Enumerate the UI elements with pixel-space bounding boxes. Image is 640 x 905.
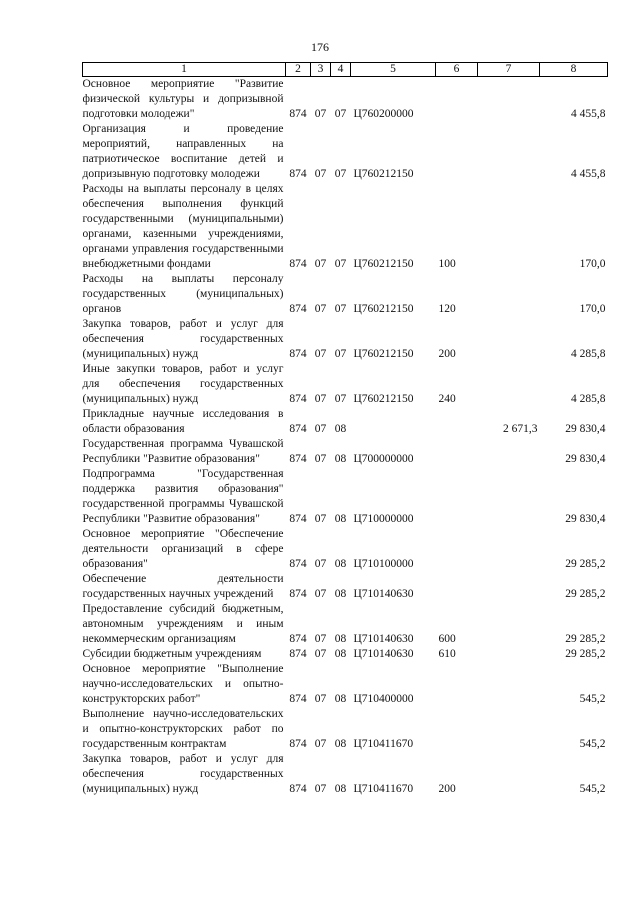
row-section: 07 (314, 108, 327, 120)
table-row (83, 752, 608, 797)
column-header: 7 (478, 63, 540, 77)
row-amount: 29 285,2 (565, 588, 606, 600)
row-subsection: 07 (334, 108, 347, 120)
row-description: Основное мероприятие "Обеспечение деятельности организаций в сфере образования" (82, 528, 284, 570)
row-amount: 4 285,8 (571, 393, 606, 405)
row-target-article: Ц700000000 (353, 453, 414, 465)
row-admin-code: 874 (289, 558, 307, 570)
row-target-article: Ц760212150 (353, 393, 414, 405)
row-target-article: Ц710140630 (353, 588, 414, 600)
row-expense-type (436, 122, 478, 182)
row-subsection: 08 (334, 423, 347, 435)
table-row (83, 707, 608, 752)
budget-table (82, 62, 608, 797)
row-admin-code: 874 (289, 258, 307, 270)
row-description: Организация и проведение мероприятий, направленных на патриотическое воспитание детей и допризывную подготовку молодежи (82, 123, 284, 180)
row-target-article: Ц760212150 (353, 258, 414, 270)
table-row (83, 122, 608, 182)
row-subsection: 08 (334, 453, 347, 465)
row-column-7-value (478, 362, 540, 407)
column-header: 3 (311, 63, 331, 77)
row-expense-type (436, 467, 478, 527)
table-row (83, 572, 608, 602)
row-column-7-value (478, 707, 540, 752)
row-section: 07 (314, 783, 327, 795)
row-section: 07 (314, 423, 327, 435)
row-target-article: Ц760212150 (353, 348, 414, 360)
row-admin-code: 874 (289, 648, 307, 660)
row-description: Расходы на выплаты персоналу государственных (муниципальных) органов (82, 273, 284, 315)
row-description: Подпрограмма "Государственная поддержка развития образования" государственной программы Чувашской Республики "Развитие образования" (82, 468, 284, 525)
column-header: 5 (351, 63, 436, 77)
row-subsection: 08 (334, 558, 347, 570)
row-amount: 4 455,8 (571, 108, 606, 120)
row-column-7-value (478, 437, 540, 467)
row-admin-code: 874 (289, 393, 307, 405)
row-subsection: 07 (334, 303, 347, 315)
table-row (83, 77, 608, 123)
column-header: 4 (331, 63, 351, 77)
row-description: Государственная программа Чувашской Республики "Развитие образования" (82, 438, 284, 465)
row-expense-type: 600 (438, 633, 456, 645)
row-subsection: 08 (334, 513, 347, 525)
row-amount: 545,2 (579, 738, 606, 750)
row-admin-code: 874 (289, 633, 307, 645)
row-amount: 545,2 (579, 693, 606, 705)
row-section: 07 (314, 258, 327, 270)
row-subsection: 08 (334, 648, 347, 660)
row-subsection: 08 (334, 633, 347, 645)
row-target-article: Ц710140630 (353, 633, 414, 645)
row-column-7-value (478, 647, 540, 662)
row-column-7-value (478, 77, 540, 123)
row-amount: 545,2 (579, 783, 606, 795)
row-amount: 4 285,8 (571, 348, 606, 360)
table-body (83, 77, 608, 798)
row-section: 07 (314, 738, 327, 750)
row-section: 07 (314, 303, 327, 315)
row-description: Выполнение научно-исследовательских и опытно-конструкторских работ по государственным контрактам (82, 708, 284, 750)
row-description: Закупка товаров, работ и услуг для обеспечения государственных (муниципальных) нужд (82, 753, 284, 795)
table-row (83, 467, 608, 527)
row-section: 07 (314, 633, 327, 645)
row-section: 07 (314, 168, 327, 180)
column-header: 6 (436, 63, 478, 77)
column-header: 1 (83, 63, 286, 77)
row-column-7-value (478, 572, 540, 602)
row-target-article: Ц710100000 (353, 558, 414, 570)
row-subsection: 07 (334, 393, 347, 405)
row-amount: 29 285,2 (565, 558, 606, 570)
row-amount: 4 455,8 (571, 168, 606, 180)
row-admin-code: 874 (289, 783, 307, 795)
row-amount: 29 285,2 (565, 648, 606, 660)
row-description: Предоставление субсидий бюджетным, автономным учреждениям и иным некоммерческим организациям (82, 603, 284, 645)
row-description: Обеспечение деятельности государственных научных учреждений (82, 573, 284, 600)
row-column-7-value (478, 752, 540, 797)
row-admin-code: 874 (289, 423, 307, 435)
row-admin-code: 874 (289, 348, 307, 360)
row-amount: 29 830,4 (565, 513, 606, 525)
row-amount: 170,0 (579, 258, 606, 270)
row-expense-type (436, 437, 478, 467)
row-description: Закупка товаров, работ и услуг для обеспечения государственных (муниципальных) нужд (82, 318, 284, 360)
table-row (83, 527, 608, 572)
row-expense-type: 100 (438, 258, 456, 270)
row-target-article: Ц710411670 (353, 783, 414, 795)
row-admin-code: 874 (289, 693, 307, 705)
table-row (83, 647, 608, 662)
row-admin-code: 874 (289, 738, 307, 750)
row-expense-type (436, 527, 478, 572)
row-target-article: Ц710400000 (353, 693, 414, 705)
row-expense-type (436, 707, 478, 752)
table-row (83, 182, 608, 272)
row-admin-code: 874 (289, 108, 307, 120)
row-column-7-value (478, 272, 540, 317)
row-expense-type: 200 (438, 783, 456, 795)
row-admin-code: 874 (289, 303, 307, 315)
table-row (83, 317, 608, 362)
row-column-7-value (478, 122, 540, 182)
row-expense-type (436, 77, 478, 123)
row-column-7-value (478, 182, 540, 272)
row-subsection: 08 (334, 738, 347, 750)
column-header: 8 (540, 63, 608, 77)
row-section: 07 (314, 588, 327, 600)
row-column-7-value (478, 602, 540, 647)
row-expense-type: 610 (438, 648, 456, 660)
row-expense-type: 120 (438, 303, 456, 315)
row-section: 07 (314, 453, 327, 465)
page-number: 176 (311, 40, 329, 54)
row-description: Субсидии бюджетным учреждениям (82, 648, 262, 660)
row-section: 07 (314, 648, 327, 660)
row-description: Прикладные научные исследования в области образования (82, 408, 284, 435)
row-amount: 29 830,4 (565, 453, 606, 465)
row-subsection: 07 (334, 258, 347, 270)
row-expense-type: 200 (438, 348, 456, 360)
table-header-row (83, 63, 608, 77)
row-column-7-value (478, 467, 540, 527)
table-row (83, 362, 608, 407)
row-section: 07 (314, 513, 327, 525)
table-row (83, 662, 608, 707)
row-description: Расходы на выплаты персоналу в целях обеспечения выполнения функций государственными (муниципальными) органами, казенными учреждениями, органами управления государственными внебюджетными фондами (82, 183, 284, 270)
row-target-article (351, 407, 436, 437)
row-section: 07 (314, 348, 327, 360)
row-column-7-value (478, 317, 540, 362)
row-admin-code: 874 (289, 513, 307, 525)
row-subsection: 08 (334, 693, 347, 705)
row-subsection: 08 (334, 783, 347, 795)
row-admin-code: 874 (289, 453, 307, 465)
table-row (83, 272, 608, 317)
row-amount: 170,0 (579, 303, 606, 315)
row-expense-type (436, 407, 478, 437)
row-target-article: Ц760212150 (353, 168, 414, 180)
column-header: 2 (286, 63, 311, 77)
row-description: Основное мероприятие "Развитие физической культуры и допризывной подготовки молодежи" (82, 78, 284, 120)
row-expense-type (436, 572, 478, 602)
row-expense-type: 240 (438, 393, 456, 405)
row-column-7-value (478, 662, 540, 707)
row-target-article: Ц760212150 (353, 303, 414, 315)
row-column-7-value (478, 527, 540, 572)
row-section: 07 (314, 693, 327, 705)
row-admin-code: 874 (289, 168, 307, 180)
row-amount: 29 285,2 (565, 633, 606, 645)
row-amount: 29 830,4 (565, 423, 606, 435)
row-subsection: 08 (334, 588, 347, 600)
row-description: Иные закупки товаров, работ и услуг для обеспечения государственных (муниципальных) нужд (82, 363, 284, 405)
row-section: 07 (314, 393, 327, 405)
row-subsection: 07 (334, 348, 347, 360)
row-target-article: Ц710411670 (353, 738, 414, 750)
row-subsection: 07 (334, 168, 347, 180)
table-row (83, 407, 608, 437)
row-target-article: Ц710140630 (353, 648, 414, 660)
table-row (83, 602, 608, 647)
table-row (83, 437, 608, 467)
row-target-article: Ц760200000 (353, 108, 414, 120)
row-target-article: Ц710000000 (353, 513, 414, 525)
row-expense-type (436, 662, 478, 707)
row-description: Основное мероприятие "Выполнение научно-исследовательских и опытно-конструкторских работ" (82, 663, 284, 705)
row-admin-code: 874 (289, 588, 307, 600)
row-column-7-value: 2 671,3 (503, 423, 538, 435)
row-section: 07 (314, 558, 327, 570)
